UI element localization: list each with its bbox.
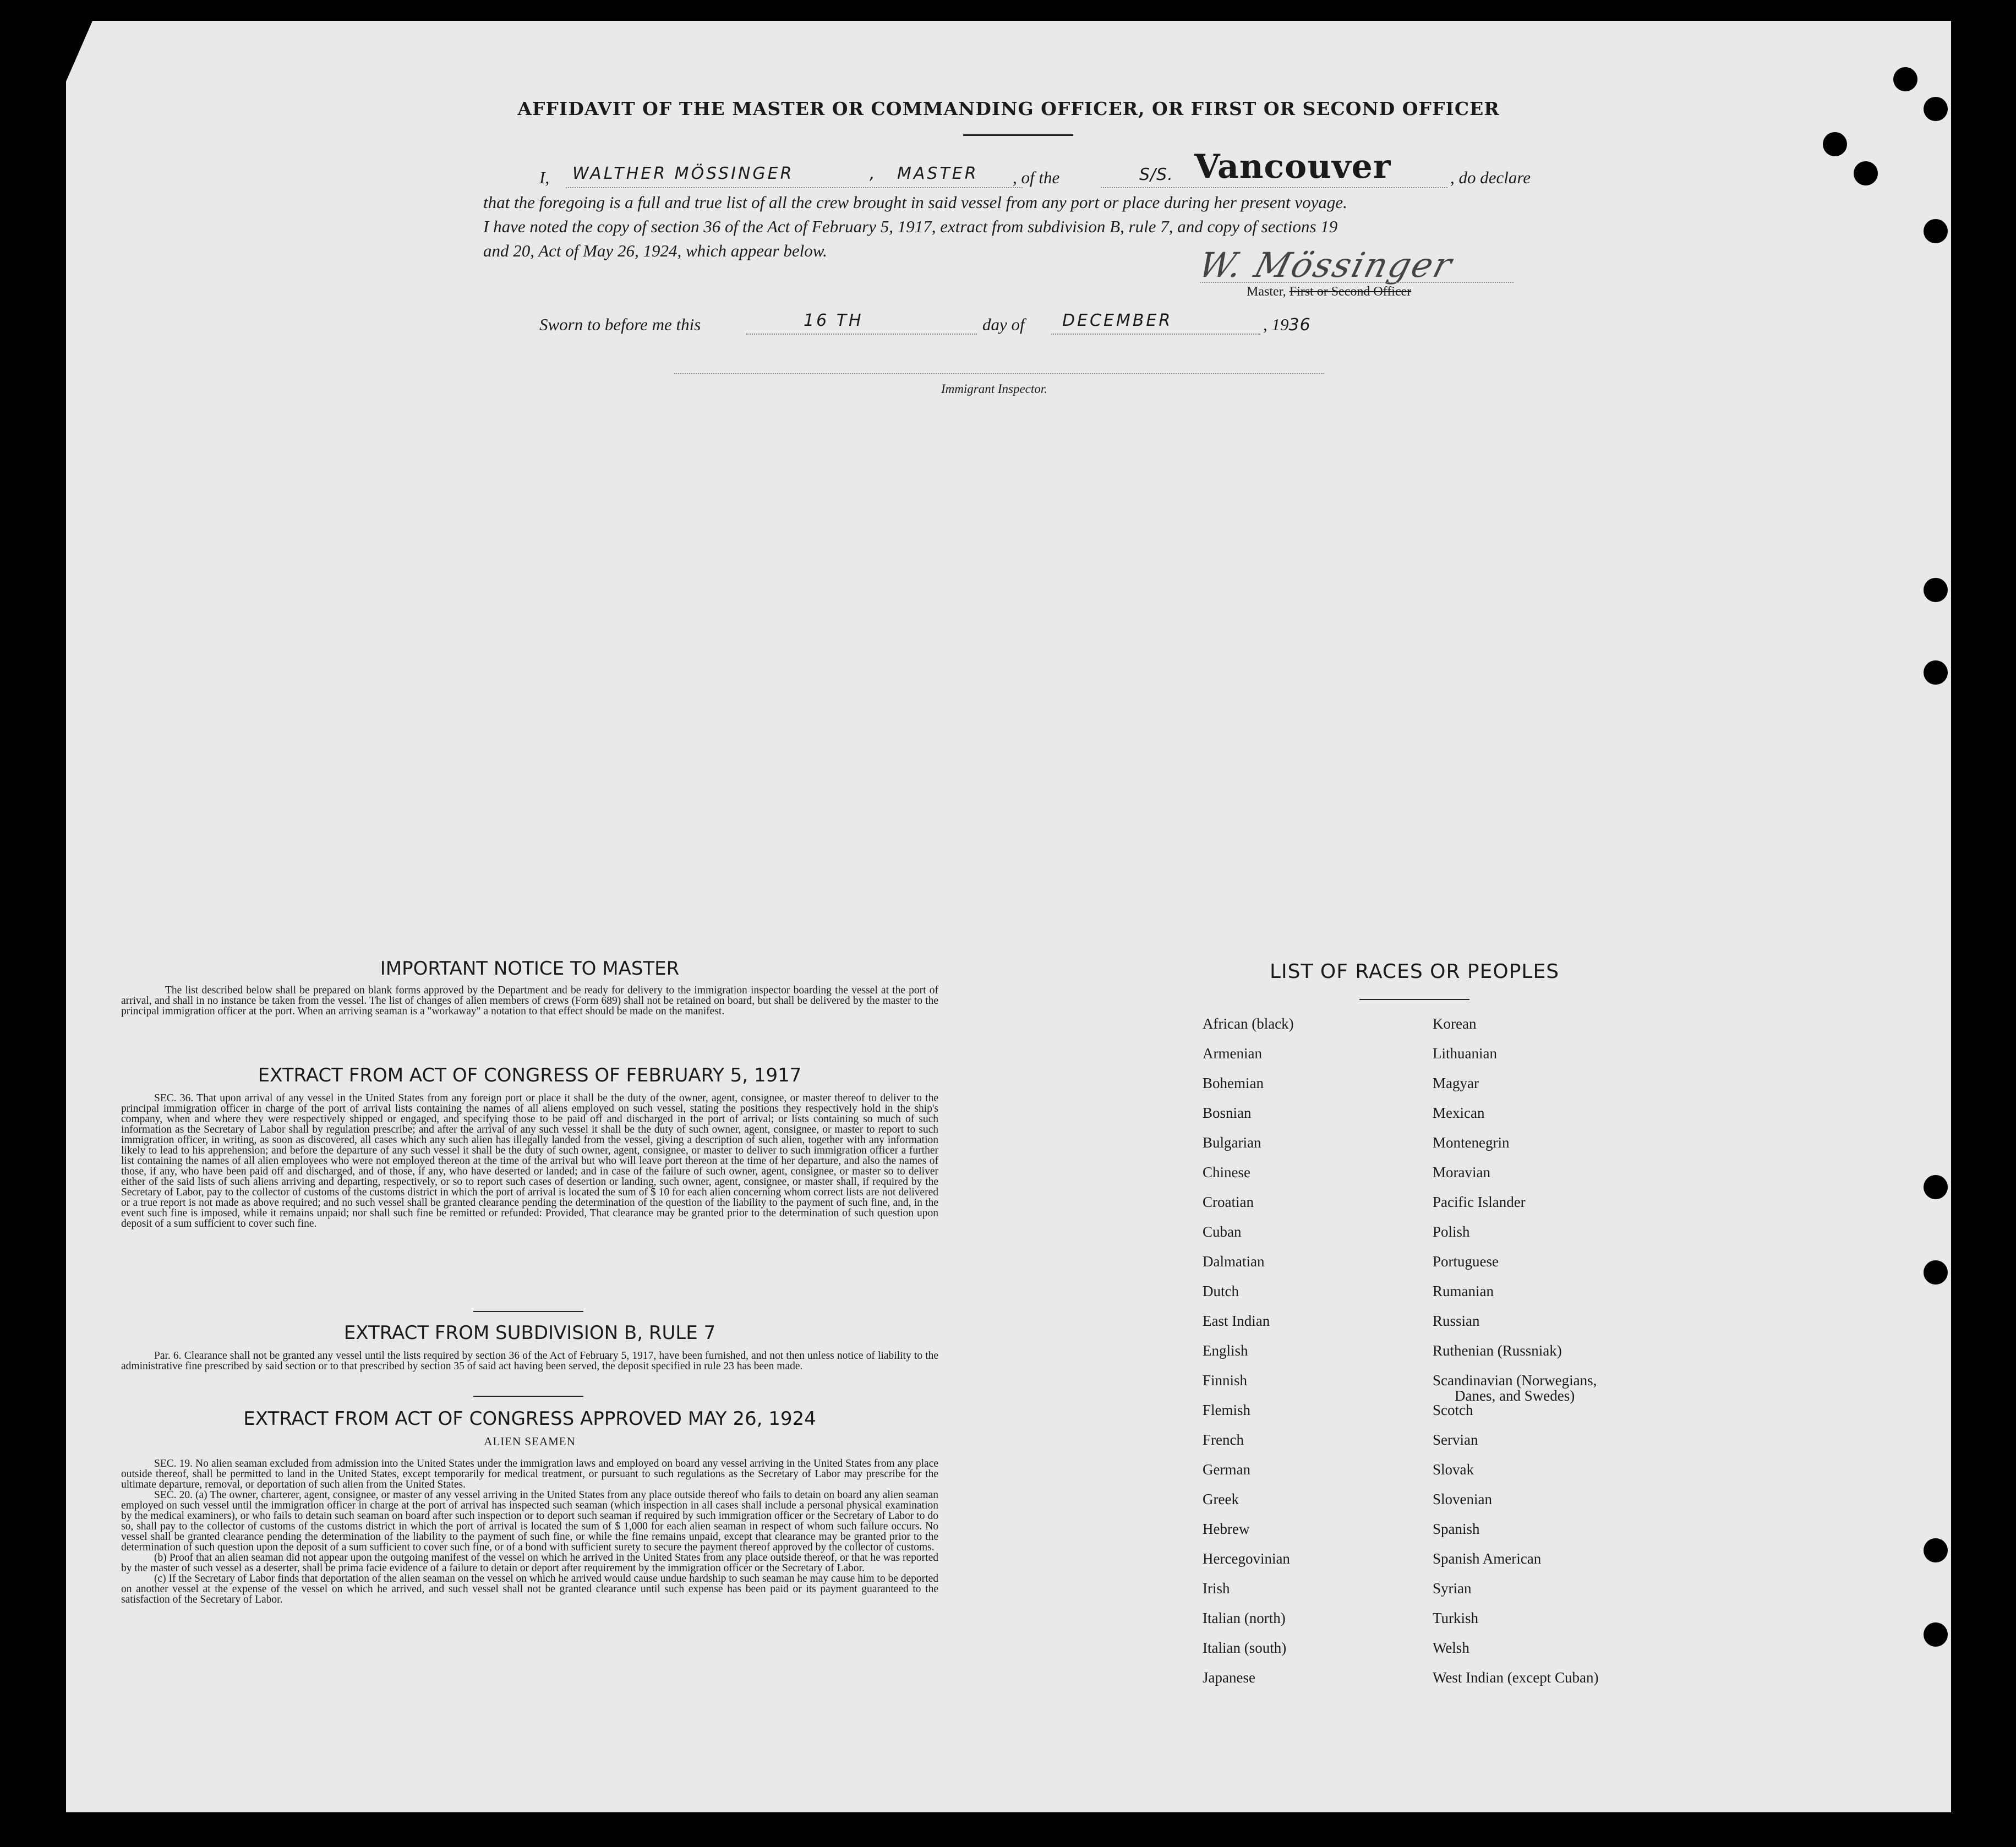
extract-1924-heading: EXTRACT FROM ACT OF CONGRESS APPROVED MAY 26, 1924	[243, 1408, 816, 1430]
divider	[473, 1396, 583, 1397]
divider	[1359, 999, 1469, 1000]
race-right-item: Spanish	[1433, 1521, 1480, 1537]
race-right-item: Servian	[1433, 1431, 1478, 1448]
race-right-item: Spanish American	[1433, 1550, 1542, 1567]
punch-hole	[1823, 132, 1847, 156]
affidavit-i: I,	[539, 168, 550, 187]
extract-1924-sec20b: (b) Proof that an alien seaman did not appear upon the outgoing manifest of the vessel on which he arrived in the United States from any place outside thereof, or that he was reported by the master of such vessel as a deserter, shall be prima facie evidence of a failure to detain or deport after requirement by the immigration officer or the Secretary of Labor.	[121, 1552, 938, 1574]
punch-hole	[1924, 1538, 1948, 1562]
race-right-item: Turkish	[1433, 1610, 1479, 1626]
sworn-day-line	[746, 334, 977, 335]
race-left-item: English	[1203, 1342, 1248, 1359]
race-right-item: Mexican	[1433, 1105, 1485, 1121]
extract-1924-subheading: ALIEN SEAMEN	[484, 1435, 576, 1448]
year-suffix: 36	[1288, 315, 1311, 335]
sworn-prefix: Sworn to before me this	[539, 315, 701, 334]
race-right-item: Korean	[1433, 1015, 1477, 1032]
day-of-text: day of	[982, 315, 1025, 334]
race-left-item: East Indian	[1203, 1313, 1270, 1329]
race-left-item: Armenian	[1203, 1045, 1262, 1062]
sworn-month: DECEMBER	[1062, 311, 1173, 330]
extract-1917-heading: EXTRACT FROM ACT OF CONGRESS OF FEBRUARY 5, 1917	[258, 1064, 802, 1086]
race-left-item: French	[1203, 1431, 1244, 1448]
race-right-item: Scotch	[1433, 1402, 1473, 1418]
race-right-item: West Indian (except Cuban)	[1433, 1669, 1599, 1686]
race-right-item: Syrian	[1433, 1580, 1472, 1597]
punch-hole	[1924, 1622, 1948, 1647]
master-label	[1247, 285, 1411, 299]
race-left-item: Italian (south)	[1203, 1640, 1287, 1656]
affidavit-line-3: I have noted the copy of section 36 of the Act of February 5, 1917, extract from subdivision B, rule 7, and copy of sections 19	[483, 217, 1338, 236]
race-left-item: German	[1203, 1461, 1250, 1478]
extract-1924-sec20a: SEC. 20. (a) The owner, charterer, agent, consignee, or master of any vessel arriving in the United States from any place outside thereof who fails to detain on board any alien seaman employed on such vessel until the immigration officer in charge at the port of arrival has inspected such seaman (which inspection in all cases shall include a personal physical examination by the medical examiners), or who fails to detain such seaman on board after such inspection or to deport such seaman if required by such immigration officer or the Secretary of Labor to do so, shall pay to the collector of customs of the customs district in which the port of arrival is located the sum of $ 1,000 for each alien seaman in respect of whom such failure occurs. No vessel shall be granted clearance pending the determination of the liability to the payment of such fine, or while the fine remains unpaid, except that clearance may be granted prior to the determination of such question upon the deposit of a sum sufficient to cover such fine, or of a bond with sufficient surety to secure the payment thereof approved by the collector of customs.	[121, 1489, 938, 1553]
divider	[473, 1311, 583, 1312]
race-left-item: Dutch	[1203, 1283, 1239, 1299]
vessel-name-line	[1101, 187, 1447, 188]
year-prefix: , 19	[1263, 315, 1289, 334]
race-left-item: Bosnian	[1203, 1105, 1252, 1121]
punch-hole	[1924, 1260, 1948, 1285]
race-left-item: Cuban	[1203, 1223, 1242, 1240]
race-left-item: Chinese	[1203, 1164, 1250, 1181]
race-right-item: Lithuanian	[1433, 1045, 1497, 1062]
extract-1917-body: SEC. 36. That upon arrival of any vessel in the United States from any foreign port or place it shall be the duty of the owner, agent, consignee, or master thereof to deliver to the principal immigration officer in charge of the port of arrival lists containing the names of all aliens employed on such vessel, stating the positions they respectively hold in the ship's company, when and where they were respectively shipped or engaged, and specifying those to be paid off and discharged in the port of arrival; or lists containing so much of such information as the Secretary of Labor shall by regulation prescribe; and after the arrival of any such vessel it shall be the duty of such owner, agent, consignee, or master to report to such immigration officer, in writing, as soon as discovered, all cases which any such alien has illegally landed from the vessel, giving a description of such alien, together with any information likely to lead to his apprehension; and before the departure of any such vessel it shall be the duty of such owner, agent, consignee, or master to deliver to such immigration officer a further list containing the names of all alien employees who were not employed thereon at the time of the arrival but who will leave port thereon at the time of her departure, and also the names of those, if any, who have been paid off and discharged, and of those, if any, who have deserted or landed; and in case of the failure of such owner, agent, consignee, or master so to deliver either of the said lists of such aliens arriving and departing, respectively, or so to report such cases of desertion or landing, such owner, agent, consignee, or master shall, if required by the Secretary of Labor, pay to the collector of customs of the customs district in which the port of arrival is located the sum of $ 10 for each alien concerning whom correct lists are not delivered or a true report is not made as above required; and no such vessel shall be granted clearance pending the determination of the question of the liability to the payment of such fine, and, in the event such fine is imposed, while it remains unpaid; nor shall such fine be remitted or refunded: Provided, That clearance may be granted prior to the determination of such question upon deposit of a sum sufficient to cover such fine.	[121, 1092, 938, 1229]
race-right-item: Moravian	[1433, 1164, 1490, 1181]
race-right-item: Ruthenian (Russniak)	[1433, 1342, 1562, 1359]
punch-hole	[1893, 67, 1917, 91]
master-name-line	[566, 187, 1023, 188]
do-declare-text: , do declare	[1450, 168, 1531, 187]
affidavit-title: AFFIDAVIT OF THE MASTER OR COMMANDING OFFICER, OR FIRST OR SECOND OFFICER	[517, 98, 1500, 119]
race-right-item: Welsh	[1433, 1640, 1469, 1656]
punch-hole	[1924, 1175, 1948, 1199]
of-the-text: , of the	[1013, 168, 1060, 187]
sworn-day: 16 TH	[804, 311, 864, 330]
extract-1924-sec20c: (c) If the Secretary of Labor finds that deportation of the alien seaman on the vessel on which he arrived would cause undue hardship to such seaman he may cause him to be deported on another vessel at the expense of the vessel on which he arrived, and such vessel shall not be granted clearance until such expense has been paid or its payment guaranteed to the satisfaction of the Secretary of Labor.	[121, 1573, 938, 1605]
race-left-item: Italian (north)	[1203, 1610, 1286, 1626]
race-right-item: Montenegrin	[1433, 1134, 1510, 1151]
affidavit-line-4: and 20, Act of May 26, 1924, which appear below.	[483, 241, 827, 260]
race-right-item: Slovenian	[1433, 1491, 1492, 1507]
punch-hole	[1924, 578, 1948, 602]
race-left-item: Flemish	[1203, 1402, 1251, 1418]
sworn-year	[1263, 315, 1311, 335]
race-left-item: Hercegovinian	[1203, 1550, 1290, 1567]
race-left-item: Croatian	[1203, 1194, 1254, 1210]
race-left-item: Dalmatian	[1203, 1253, 1265, 1270]
punch-hole	[1924, 219, 1948, 243]
subdivision-b-body: Par. 6. Clearance shall not be granted any vessel until the lists required by section 36 of the Act of February 5, 1917, have been furnished, and not then unless notice of liability to the administrative fine prescribed by said section or to that prescribed by section 35 of said act having been served, the deposit specified in rule 23 has been made.	[121, 1350, 938, 1372]
vessel-name: Vancouver	[1194, 147, 1391, 186]
extract-1924-text	[121, 1458, 938, 1605]
race-left-item: Finnish	[1203, 1372, 1248, 1389]
race-right-item-continued: Danes, and Swedes)	[1455, 1387, 1575, 1404]
race-right-item: Scandinavian (Norwegians,	[1433, 1372, 1597, 1389]
subdivision-b-heading: EXTRACT FROM SUBDIVISION B, RULE 7	[343, 1322, 716, 1344]
notice-body: The list described below shall be prepared on blank forms approved by the Department and be ready for delivery to the immigration inspector boarding the vessel at the port of arrival, and shall in no instance be taken from the vessel. The list of changes of alien members of crews (Form 689) shall not be retained on board, but shall be delivered by the master to the principal immigration officer at the port. When an arriving seaman is a "workaway" a notation to that effect should be made on the manifest.	[121, 985, 938, 1017]
race-right-item: Rumanian	[1433, 1283, 1494, 1299]
race-left-item: Bohemian	[1203, 1075, 1264, 1091]
divider	[963, 134, 1073, 136]
master-name: WALTHER MÖSSINGER	[572, 164, 794, 183]
struck-officer-label: First or Second Officer	[1289, 285, 1412, 299]
punch-hole	[1924, 660, 1948, 685]
race-right-item: Polish	[1433, 1223, 1470, 1240]
race-left-item: Bulgarian	[1203, 1134, 1261, 1151]
race-right-item: Pacific Islander	[1433, 1194, 1526, 1210]
race-right-item: Slovak	[1433, 1461, 1474, 1478]
signature-line	[1200, 282, 1514, 283]
race-right-item: Magyar	[1433, 1075, 1479, 1091]
races-heading: LIST OF RACES OR PEOPLES	[1269, 960, 1560, 983]
name-rank-separator: ,	[870, 164, 877, 183]
race-left-item: African (black)	[1203, 1015, 1294, 1032]
race-left-item: Irish	[1203, 1580, 1230, 1597]
master-rank: MASTER	[897, 164, 979, 183]
vessel-prefix: S/S.	[1139, 165, 1173, 184]
sworn-month-line	[1051, 334, 1260, 335]
notice-heading: IMPORTANT NOTICE TO MASTER	[380, 958, 680, 980]
punch-hole	[1854, 161, 1878, 185]
master-label-text: Master,	[1247, 285, 1286, 299]
inspector-signature-line	[674, 373, 1324, 374]
race-left-item: Hebrew	[1203, 1521, 1250, 1537]
affidavit-line-2: that the foregoing is a full and true list of all the crew brought in said vessel from any port or place during her present voyage.	[483, 193, 1347, 212]
master-signature: W. Mössinger	[1194, 245, 1458, 285]
inspector-label: Immigrant Inspector.	[941, 382, 1047, 396]
extract-1924-sec19: SEC. 19. No alien seaman excluded from admission into the United States under the immigration laws and employed on board any vessel arriving in the United States from any place outside thereof, shall be permitted to land in the United States, except temporarily for medical treatment, or pursuant to such regulations as the Secretary of Labor may prescribe for the ultimate departure, removal, or deportation of such alien from the United States.	[121, 1458, 938, 1490]
race-right-item: Portuguese	[1433, 1253, 1499, 1270]
race-right-item: Russian	[1433, 1313, 1480, 1329]
race-left-item: Japanese	[1203, 1669, 1255, 1686]
race-left-item: Greek	[1203, 1491, 1239, 1507]
